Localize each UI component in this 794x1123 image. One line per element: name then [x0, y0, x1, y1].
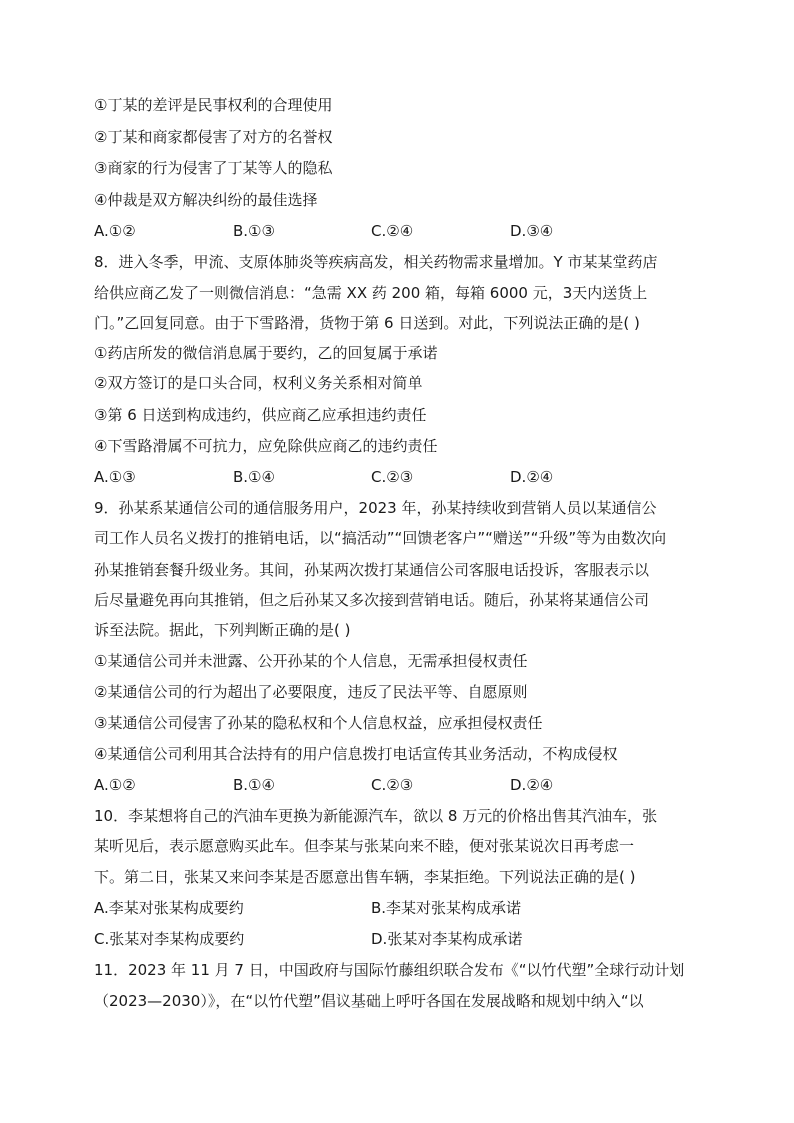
q10-stem-line-3: 下。第二日，张某又来问李某是否愿意出售车辆，李某拒绝。下列说法正确的是( )	[94, 868, 636, 886]
q8-item-1: ①药店所发的微信消息属于要约，乙的回复属于承诺	[94, 344, 438, 362]
q8-item-4: ④下雪路滑属不可抗力，应免除供应商乙的违约责任	[94, 437, 438, 455]
q9-item-1: ①某通信公司并未泄露、公开孙某的个人信息，无需承担侵权责任	[94, 652, 528, 670]
q10-option-a: A.李某对张某构成要约	[94, 899, 244, 917]
q7-option-b: B.①③	[233, 222, 275, 240]
q7-options	[94, 221, 714, 241]
q10-option-d: D.张某对李某构成承诺	[371, 930, 523, 948]
q9-option-b: B.①④	[233, 776, 275, 794]
q7-option-d: D.③④	[510, 222, 554, 240]
q8-option-c: C.②③	[371, 468, 414, 486]
q9-option-a: A.①②	[94, 776, 136, 794]
q10-stem-line-2: 某听见后，表示愿意购买此车。但李某与张某向来不睦，便对张某说次日再考虑一	[94, 837, 635, 855]
q9-stem-line-3: 孙某推销套餐升级业务。其间，孙某两次拨打某通信公司客服电话投诉，客服表示以	[94, 561, 650, 579]
q8-item-2: ②双方签订的是口头合同，权利义务关系相对简单	[94, 374, 423, 392]
q7-option-a: A.①②	[94, 222, 136, 240]
q10-option-b: B.李某对张某构成承诺	[371, 899, 522, 917]
q10-options-row-1	[94, 898, 714, 918]
q7-item-4: ④仲裁是双方解决纠纷的最佳选择	[94, 191, 318, 209]
q10-option-c: C.张某对李某构成要约	[94, 930, 245, 948]
q7-item-3: ③商家的行为侵害了丁某等人的隐私	[94, 159, 333, 177]
q9-stem-line-1: 9．孙某系某通信公司的通信服务用户，2023 年，孙某持续收到营销人员以某通信公	[94, 499, 657, 517]
q9-item-3: ③某通信公司侵害了孙某的隐私权和个人信息权益，应承担侵权责任	[94, 714, 543, 732]
q11-stem-line-1: 11．2023 年 11 月 7 日，中国政府与国际竹藤组织联合发布《“以竹代塑”全球行动计划	[94, 961, 685, 979]
q9-stem-line-2: 司工作人员名义拨打的推销电话，以“搞活动”“回馈老客户”“赠送”“升级”等为由数次向	[94, 529, 667, 547]
q8-options	[94, 467, 714, 487]
q8-option-d: D.②④	[510, 468, 554, 486]
q9-option-c: C.②③	[371, 776, 414, 794]
q7-option-c: C.②④	[371, 222, 414, 240]
q11-stem-line-2: （2023—2030）》，在“以竹代塑”倡议基础上呼吁各国在发展战略和规划中纳入“以	[94, 992, 644, 1010]
q8-stem-line-3: 门。”乙回复同意。由于下雪路滑，货物于第 6 日送到。对此，下列说法正确的是( )	[94, 314, 640, 332]
q9-stem-line-5: 诉至法院。据此，下列判断正确的是( )	[94, 621, 351, 639]
q8-option-a: A.①③	[94, 468, 136, 486]
q8-stem-line-2: 给供应商乙发了一则微信消息：“急需 XX 药 200 箱，每箱 6000 元，3天内送货上	[94, 284, 648, 302]
q7-item-1: ①丁某的差评是民事权利的合理使用	[94, 96, 333, 114]
q7-item-2: ②丁某和商家都侵害了对方的名誉权	[94, 128, 333, 146]
q9-item-4: ④某通信公司利用其合法持有的用户信息拨打电话宣传其业务活动，不构成侵权	[94, 745, 618, 763]
q9-item-2: ②某通信公司的行为超出了必要限度，违反了民法平等、自愿原则	[94, 683, 528, 701]
q8-stem-line-1: 8．进入冬季，甲流、支原体肺炎等疾病高发，相关药物需求量增加。Y 市某某堂药店	[94, 253, 658, 271]
q10-options-row-2	[94, 929, 714, 949]
q9-options	[94, 775, 714, 795]
q8-option-b: B.①④	[233, 468, 275, 486]
q9-option-d: D.②④	[510, 776, 554, 794]
q8-item-3: ③第 6 日送到构成违约，供应商乙应承担违约责任	[94, 406, 427, 424]
q9-stem-line-4: 后尽量避免再向其推销，但之后孙某又多次接到营销电话。随后，孙某将某通信公司	[94, 591, 650, 609]
q10-stem-line-1: 10．李某想将自己的汽油车更换为新能源汽车，欲以 8 万元的价格出售其汽油车，张	[94, 807, 658, 825]
